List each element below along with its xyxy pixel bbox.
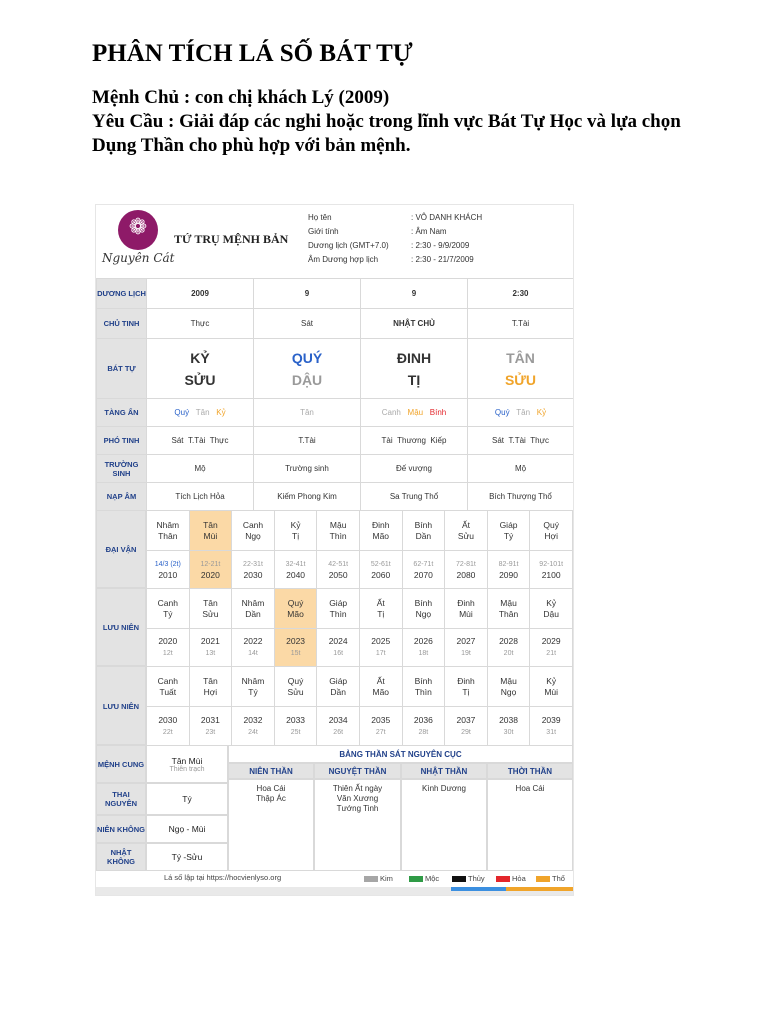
row-label: LƯU NIÊN: [96, 588, 146, 666]
row-label: CHỦ TINH: [97, 309, 147, 339]
legend-hoa: Hỏa: [496, 874, 526, 883]
tho-swatch-icon: [536, 876, 550, 882]
chu-tinh-value: T.Tài: [468, 309, 574, 339]
than-sat-cell: Hoa Cái Thập Ác: [228, 779, 314, 871]
pho-tinh-cell: T.Tài: [254, 427, 361, 455]
source-text: Lá số lập tại https://hocvienlyso.org: [164, 873, 282, 882]
tang-an-cell: Quý Tân Kỷ: [468, 399, 574, 427]
thai-nguyen-value: Tý: [146, 783, 228, 815]
kim-swatch-icon: [364, 876, 378, 882]
luu-nien-cell: Tân Sửu: [189, 589, 232, 629]
luu-nien-cell: Mậu Thân: [487, 589, 530, 629]
truong-sinh-value: Mộ: [147, 455, 254, 483]
dai-van-cell: Canh Ngọ: [232, 511, 275, 551]
dai-van-cell: Quý Hợi: [530, 511, 573, 551]
nap-am-value: Sa Trung Thổ: [361, 483, 468, 511]
luu-nien-grid-1: [146, 588, 573, 667]
dai-van-cell: Bính Dần: [402, 511, 445, 551]
luu-nien-year: 2030 22t: [147, 707, 190, 746]
tang-an-cell: Quý Tân Kỷ: [147, 399, 254, 427]
luu-nien-cell: Kỷ Dậu: [530, 589, 573, 629]
pho-tinh-cell: Sát T.Tài Thực: [147, 427, 254, 455]
than-sat-cell: Thiên Ất ngày Văn Xương Tướng Tinh: [314, 779, 401, 871]
than-sat-table: [228, 745, 573, 871]
luu-nien-year: 2039 31t: [530, 707, 573, 746]
dai-van-cell: Ất Sửu: [445, 511, 488, 551]
hoa-swatch-icon: [496, 876, 510, 882]
truong-sinh-value: Trường sinh: [254, 455, 361, 483]
bat-tu-cell: ĐINH TỊ: [361, 339, 468, 399]
row-label: DƯƠNG LỊCH: [97, 279, 147, 309]
bat-tu-chart-image: [95, 204, 574, 896]
truong-sinh-value: Đế vượng: [361, 455, 468, 483]
nien-khong-value: Ngọ - Mùi: [146, 815, 228, 843]
pho-tinh-cell: Sát T.Tài Thực: [468, 427, 574, 455]
tang-an-cell: Canh Mậu Bính: [361, 399, 468, 427]
luu-nien-cell: Nhâm Tý: [232, 667, 275, 707]
luu-nien-year: 2035 27t: [359, 707, 402, 746]
luu-nien-cell: Giáp Dần: [317, 667, 360, 707]
four-pillars-table: [96, 278, 574, 511]
chart-title: TỨ TRỤ MỆNH BẢN: [174, 232, 289, 246]
document-title: PHÂN TÍCH LÁ SỐ BÁT TỰ: [92, 40, 413, 67]
dai-van-year: 14/3 (2t) 2010: [147, 551, 190, 589]
menh-chu-line: Mệnh Chủ : con chị khách Lý (2009): [92, 87, 390, 108]
luu-nien-year: 2021 13t: [189, 629, 232, 667]
than-sat-cell: Hoa Cái: [487, 779, 573, 871]
chart-header: ❁ Nguyên Cát TỨ TRỤ MỆNH BẢN Họ tên : VÔ DANH KHÁCH Giới tính : Âm Nam Dương lịch (GMT+7.0) : 2:30 - 9/9/2009 Âm Dương hợp lịch : 2:30 - 21/7/2009: [96, 205, 573, 277]
luu-nien-cell: Ất Tị: [359, 589, 402, 629]
chart-footer: [96, 871, 573, 887]
luu-nien-year: 2028 20t: [487, 629, 530, 667]
luu-nien-year: 2024 16t: [317, 629, 360, 667]
luu-nien-cell: Bính Thìn: [402, 667, 445, 707]
nguyen-cat-logo-icon: ❁: [118, 210, 158, 250]
nap-am-value: Tích Lịch Hỏa: [147, 483, 254, 511]
nap-am-value: Kiếm Phong Kim: [254, 483, 361, 511]
luu-nien-cell: Ất Mão: [359, 667, 402, 707]
luu-nien-year: 2029 21t: [530, 629, 573, 667]
luu-nien-year: 2036 28t: [402, 707, 445, 746]
legend-thuy: Thủy: [452, 874, 485, 883]
luu-nien-year: 2025 17t: [359, 629, 402, 667]
than-sat-header: NHẬT THẦN: [401, 763, 487, 779]
legend-moc: Mộc: [409, 874, 439, 883]
dai-van-year: 82-91t 2090: [487, 551, 530, 589]
dai-van-cell: Kỷ Tị: [274, 511, 317, 551]
luu-nien-year: 2038 30t: [487, 707, 530, 746]
dai-van-cell: Đinh Mão: [359, 511, 402, 551]
bat-tu-cell: TÂN SỬU: [468, 339, 574, 399]
pho-tinh-cell: Tài Thương Kiếp: [361, 427, 468, 455]
luu-nien-year: 2023 15t: [274, 629, 317, 667]
bottom-section: [96, 745, 573, 871]
dai-van-year: 92-101t 2100: [530, 551, 573, 589]
row-label: NIÊN KHÔNG: [96, 815, 146, 843]
luu-nien-year: 2031 23t: [189, 707, 232, 746]
luu-nien-cell: Giáp Thìn: [317, 589, 360, 629]
luu-nien-cell: Quý Sửu: [274, 667, 317, 707]
luu-nien-cell: Kỷ Mùi: [530, 667, 573, 707]
bottom-color-bar: [96, 887, 573, 895]
row-label: NẠP ÂM: [97, 483, 147, 511]
moc-swatch-icon: [409, 876, 423, 882]
row-label: THAI NGUYÊN: [96, 783, 146, 815]
row-label: MỆNH CUNG: [96, 745, 146, 783]
chu-tinh-value: Thực: [147, 309, 254, 339]
luu-nien-cell: Nhâm Dần: [232, 589, 275, 629]
tang-an-cell: Tân: [254, 399, 361, 427]
dai-van-year: 42-51t 2050: [317, 551, 360, 589]
row-label: ĐẠI VẬN: [96, 510, 146, 588]
luu-nien-cell: Canh Tý: [147, 589, 190, 629]
dai-van-cell: Tân Mùi: [189, 511, 232, 551]
dai-van-year: 72-81t 2080: [445, 551, 488, 589]
luu-nien-year: 2020 12t: [147, 629, 190, 667]
thuy-swatch-icon: [452, 876, 466, 882]
than-sat-header: NGUYỆT THẦN: [314, 763, 401, 779]
luu-nien-year: 2037 29t: [445, 707, 488, 746]
yeu-cau-line: Yêu Cầu : Giải đáp các nghi hoặc trong lĩnh vực Bát Tự Học và lựa chọn Dụng Thần cho phù hợp với bản mệnh.: [92, 111, 681, 156]
dai-van-year: 22-31t 2030: [232, 551, 275, 589]
nhat-khong-value: Tý -Sửu: [146, 843, 228, 871]
legend-tho: Thổ: [536, 874, 565, 883]
chu-tinh-value: Sát: [254, 309, 361, 339]
luu-nien-cell: Đinh Mùi: [445, 589, 488, 629]
brand-name: Nguyên Cát: [102, 251, 175, 265]
than-sat-header: THỜI THẦN: [487, 763, 573, 779]
luu-nien-cell: Đinh Tị: [445, 667, 488, 707]
dai-van-year: 52-61t 2060: [359, 551, 402, 589]
chu-tinh-value: NHẬT CHỦ: [361, 309, 468, 339]
row-label: TÀNG ẨN: [97, 399, 147, 427]
luu-nien-cell: Tân Hợi: [189, 667, 232, 707]
dai-van-cell: Nhâm Thân: [147, 511, 190, 551]
dai-van-grid: [146, 510, 573, 589]
luu-nien-cell: Mậu Ngọ: [487, 667, 530, 707]
legend-kim: Kim: [364, 874, 393, 883]
than-sat-header: NIÊN THẦN: [228, 763, 314, 779]
luu-nien-year: 2034 26t: [317, 707, 360, 746]
dai-van-year: 32-41t 2040: [274, 551, 317, 589]
luu-nien-cell: Canh Tuất: [147, 667, 190, 707]
duong-lich-value: 2:30: [468, 279, 574, 309]
truong-sinh-value: Mộ: [468, 455, 574, 483]
bat-tu-cell: QUÝ DẬU: [254, 339, 361, 399]
dai-van-cell: Mậu Thìn: [317, 511, 360, 551]
row-label: BÁT TỰ: [97, 339, 147, 399]
dai-van-cell: Giáp Tý: [487, 511, 530, 551]
row-label: LƯU NIÊN: [96, 666, 146, 745]
luu-nien-grid-2: [146, 666, 573, 746]
nap-am-value: Bích Thượng Thổ: [468, 483, 574, 511]
than-sat-title: BẢNG THẦN SÁT NGUYÊN CỤC: [228, 745, 573, 763]
dai-van-year: 12-21t 2020: [189, 551, 232, 589]
duong-lich-value: 9: [254, 279, 361, 309]
luu-nien-year: 2026 18t: [402, 629, 445, 667]
row-label: NHẬT KHÔNG: [96, 843, 146, 871]
menh-cung-value: Tân Mùi Thiên trạch: [146, 745, 228, 783]
bat-tu-cell: KỶ SỬU: [147, 339, 254, 399]
dai-van-year: 62-71t 2070: [402, 551, 445, 589]
luu-nien-year: 2027 19t: [445, 629, 488, 667]
luu-nien-year: 2022 14t: [232, 629, 275, 667]
luu-nien-year: 2032 24t: [232, 707, 275, 746]
duong-lich-value: 9: [361, 279, 468, 309]
duong-lich-value: 2009: [147, 279, 254, 309]
luu-nien-cell: Quý Mão: [274, 589, 317, 629]
luu-nien-year: 2033 25t: [274, 707, 317, 746]
row-label: TRƯỜNG SINH: [97, 455, 147, 483]
row-label: PHÓ TINH: [97, 427, 147, 455]
than-sat-cell: Kình Dương: [401, 779, 487, 871]
luu-nien-cell: Bính Ngọ: [402, 589, 445, 629]
